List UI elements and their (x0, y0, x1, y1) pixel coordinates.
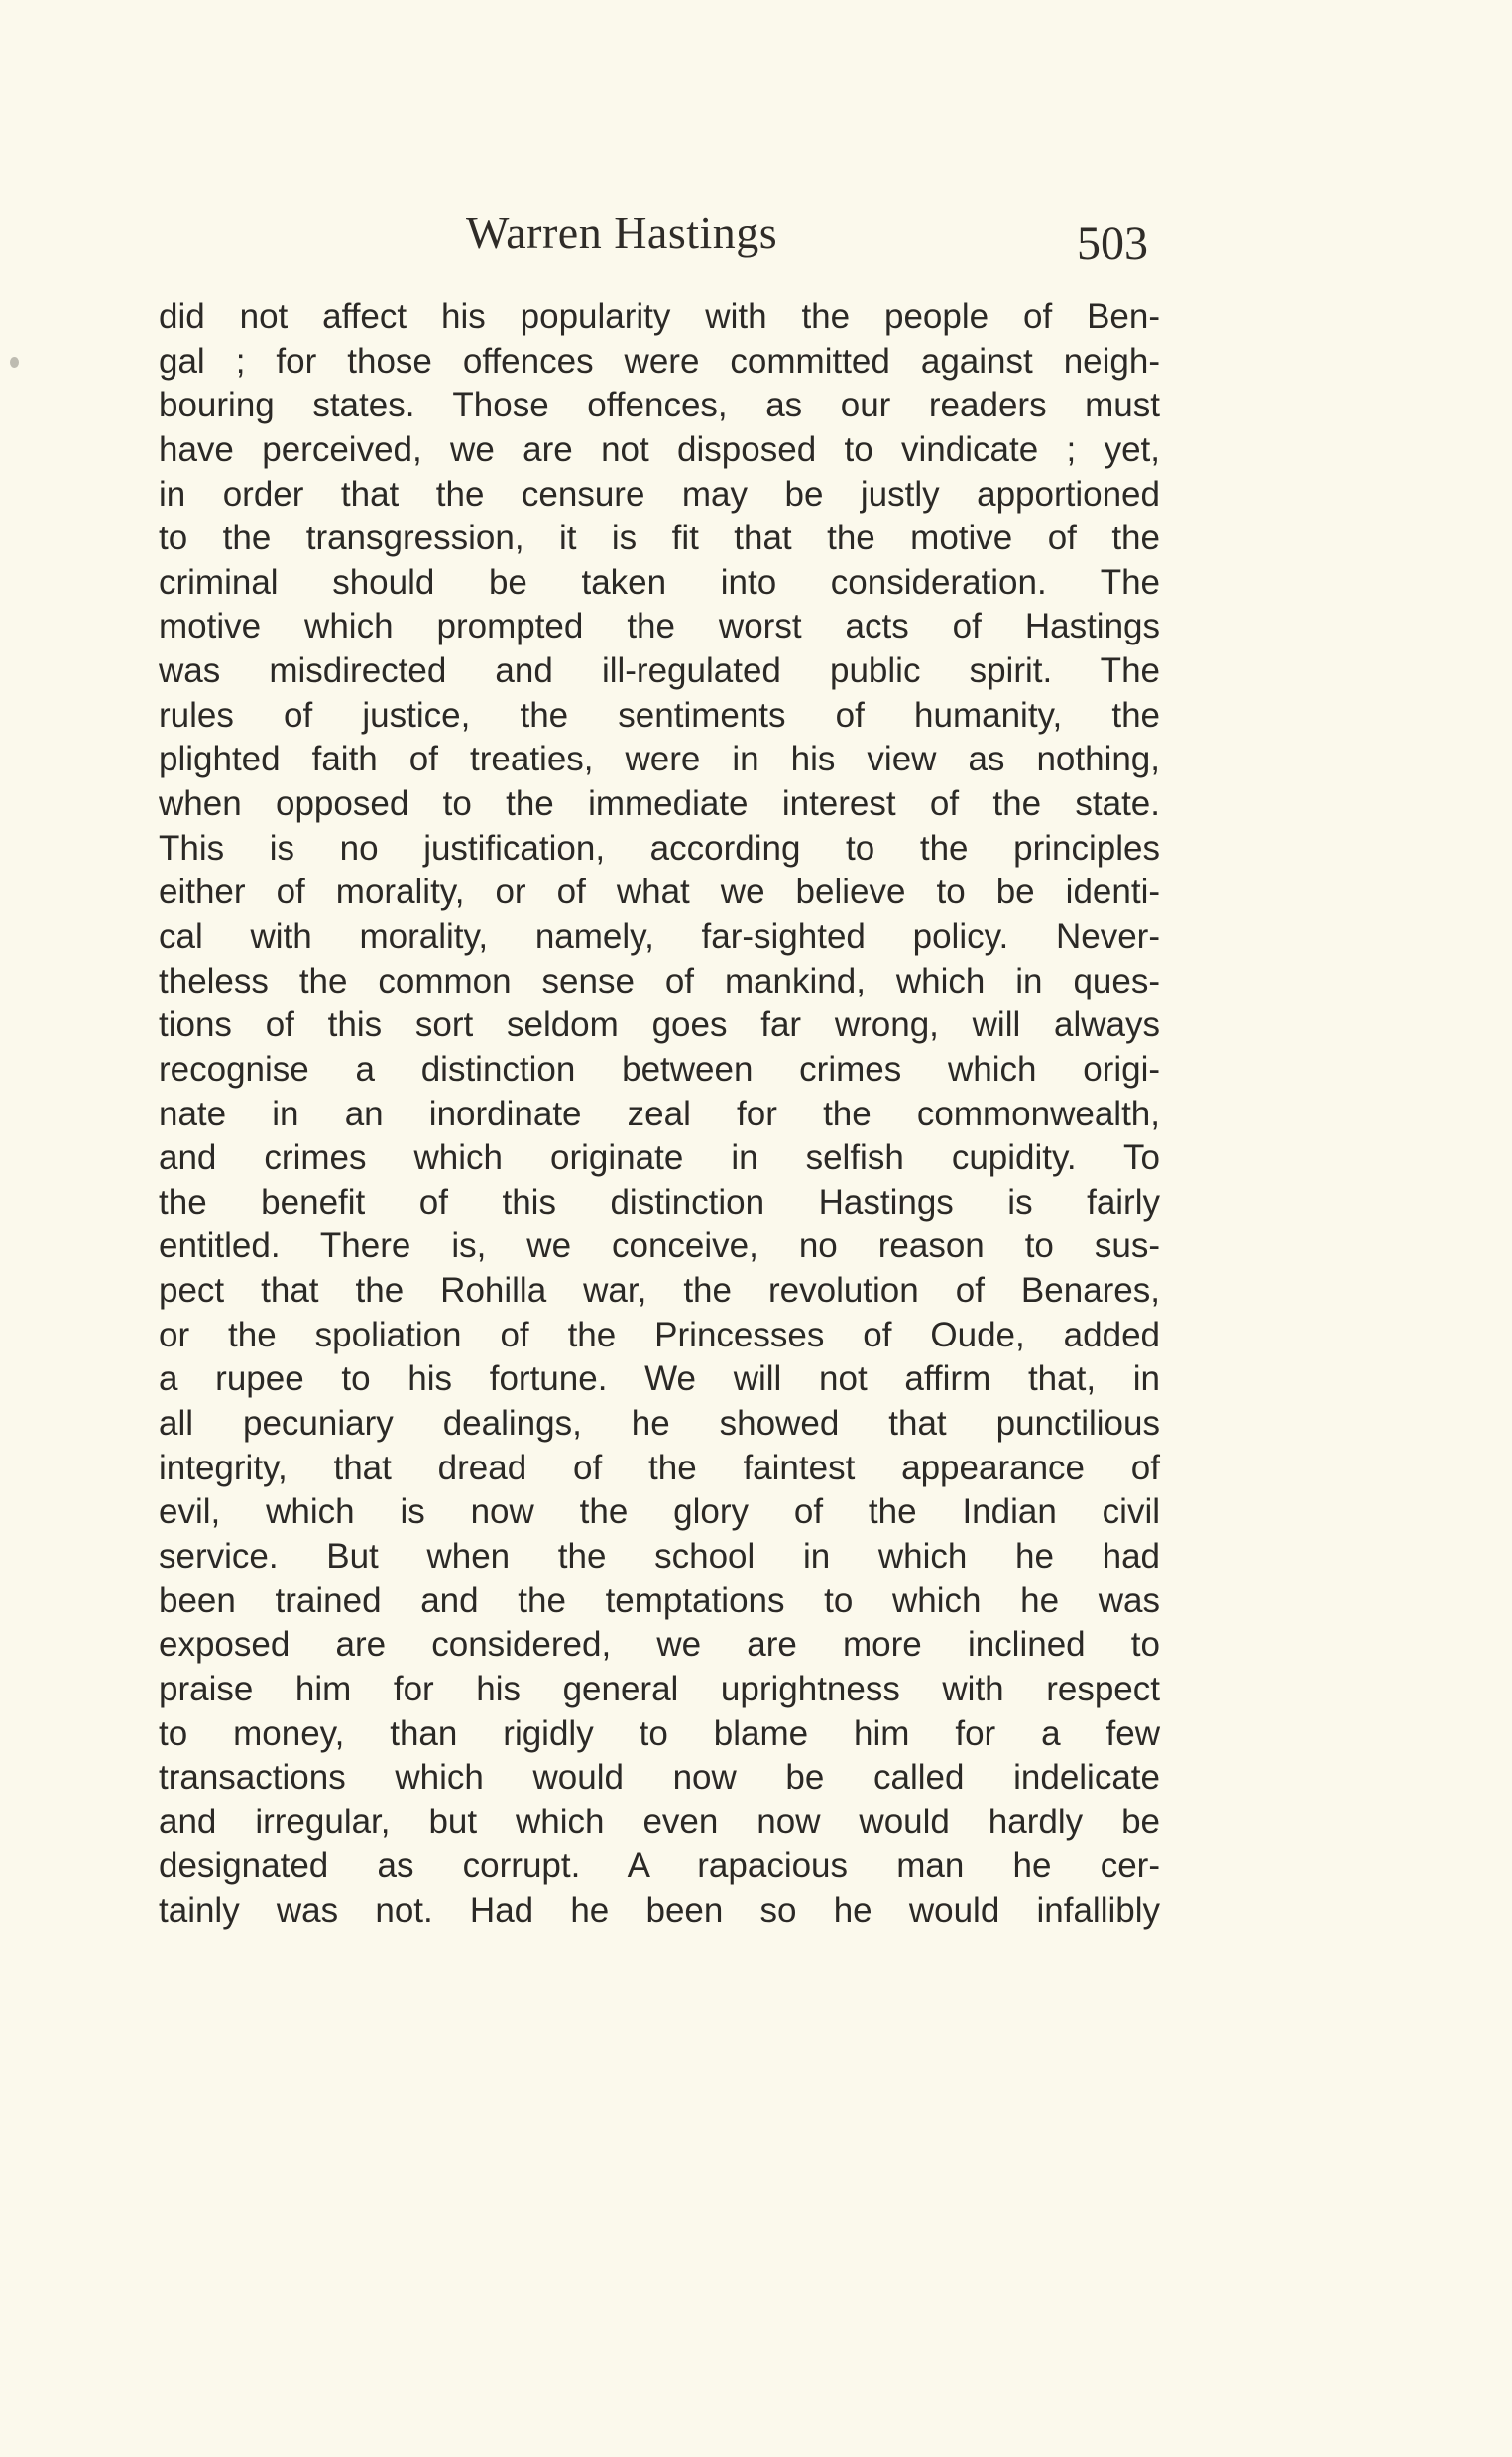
text-line: pect that the Rohilla war, the revolution of Benares, (159, 1271, 1160, 1311)
text-line: bouring states. Those offences, as our readers must (159, 386, 1160, 425)
text-line: theless the common sense of mankind, which in ques- (159, 961, 1160, 1000)
text-line: been trained and the temptations to which he was (159, 1580, 1160, 1620)
text-line: gal ; for those offences were committed against neigh- (159, 341, 1160, 381)
text-line: praise him for his general uprightness with respect (159, 1669, 1160, 1708)
text-line: transactions which would now be called indelicate (159, 1758, 1160, 1798)
text-line: was misdirected and ill-regulated public spirit. The (159, 651, 1160, 691)
text-line: tions of this sort seldom goes far wrong, will always (159, 1005, 1160, 1045)
text-line: all pecuniary dealings, he showed that punctilious (159, 1404, 1160, 1444)
text-line: plighted faith of treaties, were in his view as nothing, (159, 740, 1160, 779)
text-line: and irregular, but which even now would hardly be (159, 1802, 1160, 1841)
running-head (0, 0, 1512, 297)
text-line: integrity, that dread of the faintest appearance of (159, 1448, 1160, 1487)
text-line: and crimes which originate in selfish cupidity. To (159, 1138, 1160, 1178)
body-text (159, 295, 1160, 1933)
text-line: exposed are considered, we are more inclined to (159, 1625, 1160, 1665)
text-line: rules of justice, the sentiments of humanity, the (159, 695, 1160, 735)
margin-speck (10, 357, 19, 368)
text-line: or the spoliation of the Princesses of Oude, added (159, 1315, 1160, 1354)
text-line: recognise a distinction between crimes which origi- (159, 1049, 1160, 1089)
text-line: This is no justification, according to the principles (159, 828, 1160, 868)
text-line: cal with morality, namely, far-sighted policy. Never- (159, 916, 1160, 956)
text-line: to the transgression, it is fit that the motive of the (159, 519, 1160, 558)
text-line: in order that the censure may be justly apportioned (159, 474, 1160, 514)
text-line: a rupee to his fortune. We will not affirm that, in (159, 1359, 1160, 1399)
text-line: the benefit of this distinction Hastings is fairly (159, 1182, 1160, 1222)
text-line: tainly was not. Had he been so he would infallibly (159, 1891, 1160, 1930)
text-line: motive which prompted the worst acts of Hastings (159, 607, 1160, 646)
text-line: when opposed to the immediate interest of the state. (159, 784, 1160, 824)
text-line: have perceived, we are not disposed to vindicate ; yet, (159, 429, 1160, 469)
text-line: did not affect his popularity with the people of Ben- (159, 297, 1160, 336)
text-line: to money, than rigidly to blame him for a few (159, 1713, 1160, 1753)
text-line: nate in an inordinate zeal for the commonwealth, (159, 1094, 1160, 1133)
page-number: 503 (1077, 217, 1148, 270)
text-line: evil, which is now the glory of the Indian civil (159, 1492, 1160, 1532)
text-line: designated as corrupt. A rapacious man he cer- (159, 1846, 1160, 1886)
text-line: entitled. There is, we conceive, no reason to sus- (159, 1227, 1160, 1266)
running-head-title: Warren Hastings (466, 207, 778, 258)
text-line: service. But when the school in which he had (159, 1536, 1160, 1576)
text-line: criminal should be taken into consideration. The (159, 562, 1160, 602)
text-line: either of morality, or of what we believe to be identi- (159, 873, 1160, 912)
